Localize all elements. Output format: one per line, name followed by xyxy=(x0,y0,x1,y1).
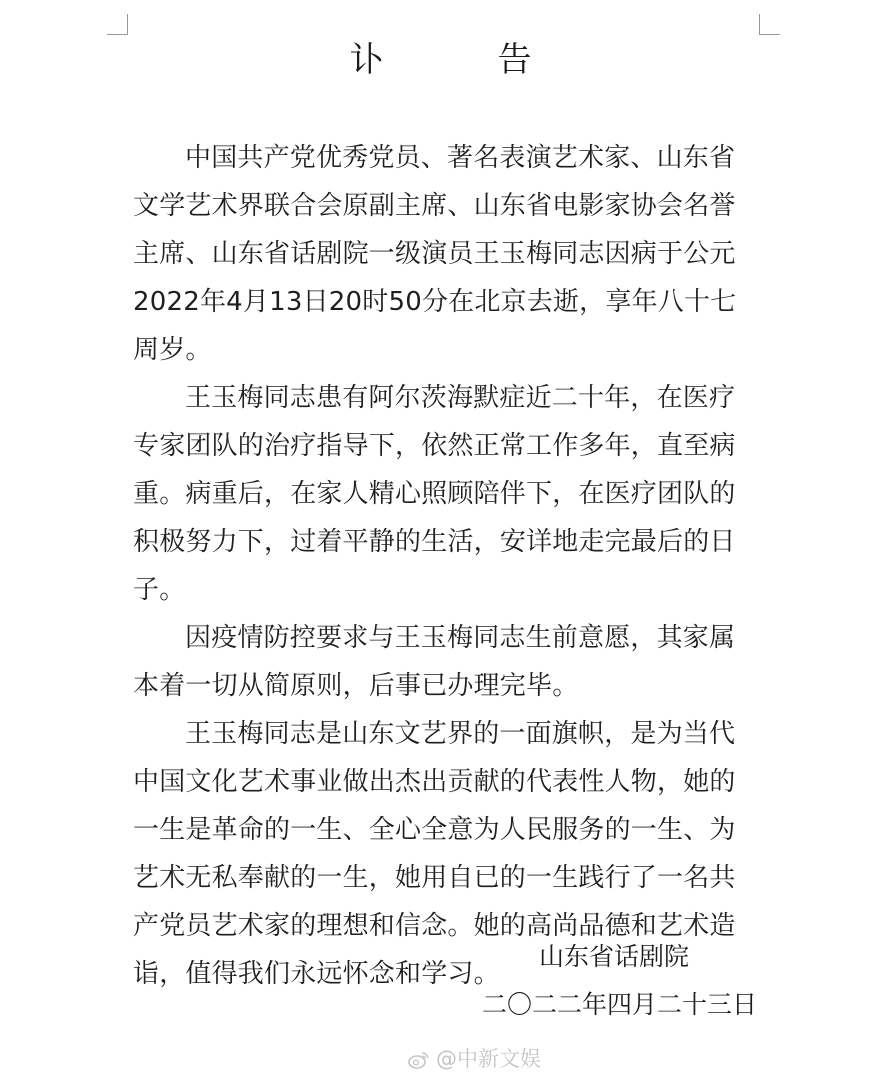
paragraph-4: 王玉梅同志是山东文艺界的一面旗帜，是为当代中国文化艺术事业做出杰出贡献的代表性人物，她的一生是革命的一生、全心全意为人民服务的一生、为艺术无私奉献的一生，她用自已的一生践行了一名共产党员艺术家的理想和信念。她的高尚品德和艺术造诣，值得我们永远怀念和学习。 xyxy=(133,719,736,989)
signature-organization: 山东省话剧院 xyxy=(538,942,689,971)
crop-mark-top-right xyxy=(759,14,780,35)
watermark-text: @中新文娱 xyxy=(436,1047,541,1071)
watermark xyxy=(408,1045,541,1073)
document-title: 讣 告 xyxy=(349,40,572,80)
signature-block xyxy=(482,933,757,1029)
weibo-icon xyxy=(408,1049,430,1069)
document-body xyxy=(133,134,743,998)
paragraph-3: 因疫情防控要求与王玉梅同志生前意愿，其家属本着一切从简原则，后事已办理完毕。 xyxy=(133,623,736,701)
paragraph-2: 王玉梅同志患有阿尔茨海默症近二十年，在医疗专家团队的治疗指导下，依然正常工作多年，直至病重。病重后，在家人精心照顾陪伴下，在医疗团队的积极努力下，过着平静的生活，安详地走完最后的日子。 xyxy=(133,383,736,605)
signature-date: 二〇二二年四月二十三日 xyxy=(481,990,757,1019)
crop-mark-top-left xyxy=(107,14,128,35)
paragraph-1: 中国共产党优秀党员、著名表演艺术家、山东省文学艺术界联合会原副主席、山东省电影家协会名誉主席、山东省话剧院一级演员王玉梅同志因病于公元2022年4月13日20时50分在北京去逝，享年八十七周岁。 xyxy=(133,143,737,365)
